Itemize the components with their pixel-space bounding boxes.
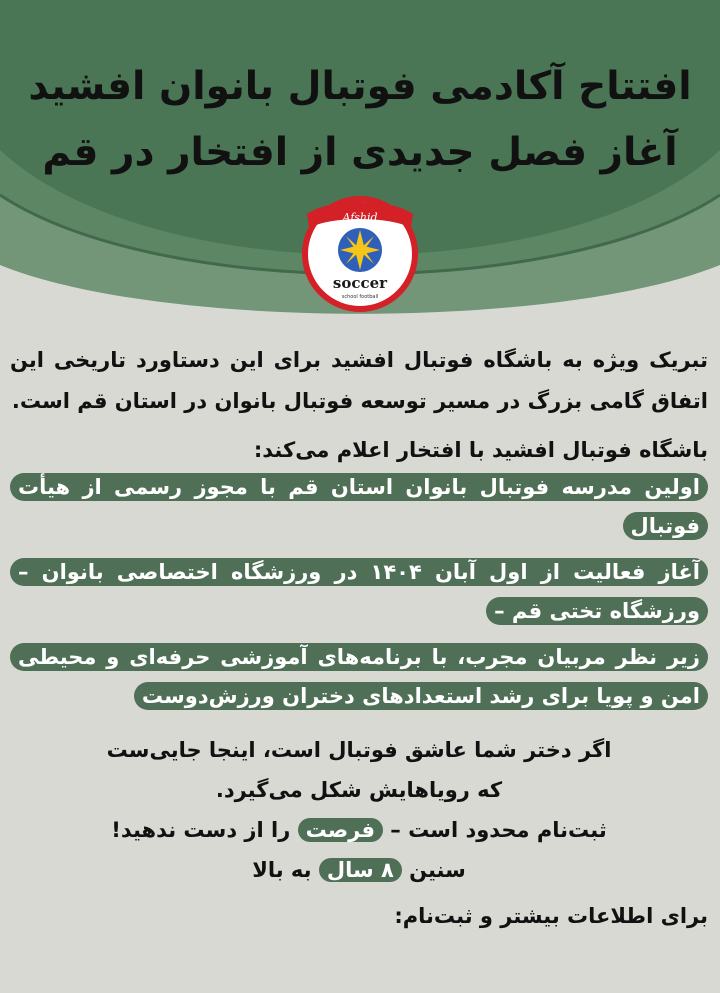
call-to-action bbox=[10, 730, 708, 850]
announcement-item bbox=[10, 468, 708, 546]
call-line-1: اگر دختر شما عاشق فوتبال است، اینجا جایی‌ست bbox=[106, 738, 612, 762]
announcement-lead: باشگاه فوتبال افشید با افتخار اعلام می‌کند: bbox=[253, 438, 708, 462]
afshid-soccer-logo-icon bbox=[299, 190, 421, 315]
announcement-item-text: آغاز فعالیت از اول آبان ۱۴۰۴ در ورزشگاه اختصاصی بانوان – ورزشگاه تختی قم – bbox=[10, 558, 708, 625]
registration-text-end: را از دست ندهید! bbox=[111, 818, 298, 842]
headline-line-1: افتتاح آکادمی فوتبال بانوان افشید bbox=[28, 64, 692, 109]
announcement-item bbox=[10, 553, 708, 631]
age-highlight: ۸ سال bbox=[319, 858, 402, 882]
more-info-label: برای اطلاعات بیشتر و ثبت‌نام: bbox=[394, 904, 708, 928]
announcement-item-text: زیر نظر مربیان مجرب، با برنامه‌های آموزشی حرفه‌ای و محیطی امن و پویا برای رشد استعدادهای دختران ورزش‌دوست bbox=[10, 643, 708, 710]
logo-banner-text: Afshid bbox=[342, 211, 378, 224]
announcement-item bbox=[10, 638, 708, 716]
announcement-item-text: اولین مدرسه فوتبال بانوان استان قم با مجوز رسمی از هیأت فوتبال bbox=[10, 473, 708, 540]
age-text-end: به بالا bbox=[252, 858, 319, 882]
registration-text-start: ثبت‌نام محدود است – bbox=[382, 818, 607, 842]
age-requirement bbox=[10, 858, 708, 882]
call-line-2: که رویاهایش شکل می‌گیرد. bbox=[215, 778, 503, 802]
headline-line-2: آغاز فصل جدیدی از افتخار در قم bbox=[42, 130, 678, 175]
logo-word-text: soccer bbox=[332, 274, 388, 292]
registration-highlight: فرصت bbox=[298, 818, 383, 842]
age-text-start: سنین bbox=[401, 858, 466, 882]
body-content bbox=[10, 340, 708, 928]
intro-paragraph: تبریک ویژه به باشگاه فوتبال افشید برای این دستاورد تاریخی این اتفاق گامی بزرگ در مسیر توسعه فوتبال بانوان در استان قم است. bbox=[10, 348, 708, 413]
logo-small-text: school football bbox=[341, 294, 379, 300]
